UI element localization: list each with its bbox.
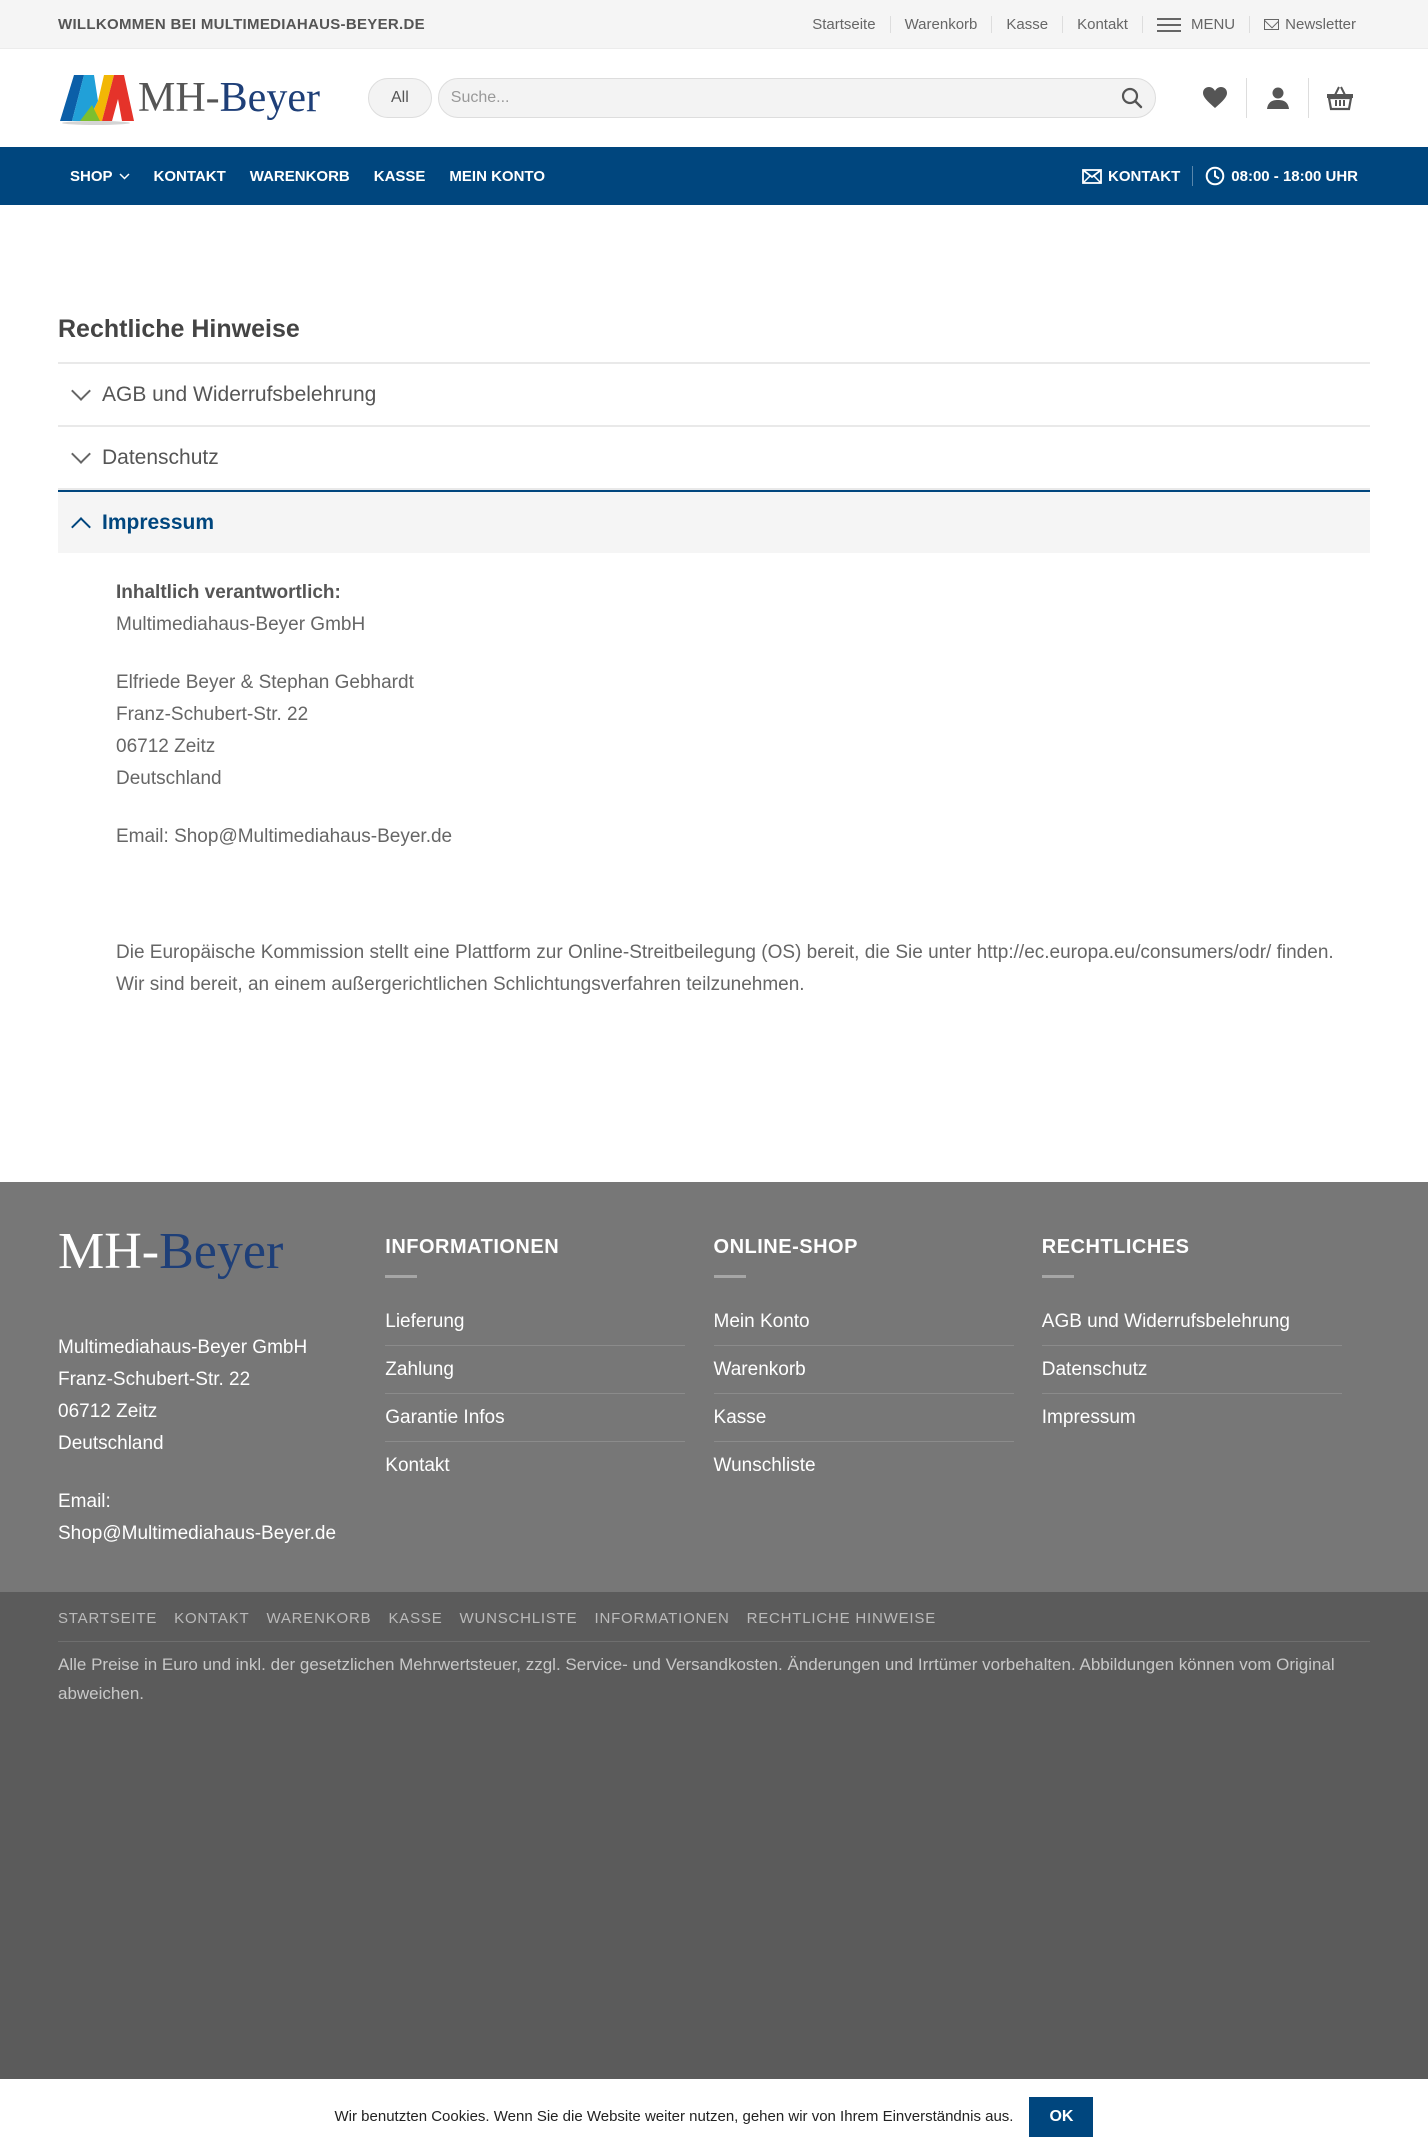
logo-mark-icon [58, 71, 136, 125]
footer-heading: RECHTLICHES [1041, 1236, 1190, 1258]
envelope-icon [1082, 169, 1102, 184]
opening-hours [1192, 166, 1370, 186]
impressum-country: Deutschland [116, 768, 222, 789]
search-icon[interactable] [1121, 87, 1143, 109]
site-logo[interactable] [58, 71, 368, 125]
logo-name: Beyer [219, 75, 320, 121]
chevron-down-icon [71, 444, 91, 464]
footer-about [58, 1222, 385, 1550]
accordion-datenschutz[interactable] [58, 427, 1370, 490]
menu-button[interactable] [1142, 16, 1249, 33]
nav-shop-label: SHOP [70, 167, 113, 185]
cookie-banner [0, 2079, 1428, 2154]
footer-col-rechtliches [1042, 1222, 1370, 1550]
search-box [438, 78, 1156, 118]
nav-kasse[interactable]: KASSE [373, 167, 426, 185]
impressum-email: Email: Shop@Multimediahaus-Beyer.de [116, 826, 453, 847]
chevron-up-icon [71, 517, 91, 537]
newsletter-label: Newsletter [1285, 16, 1356, 33]
footer-link-zahlung[interactable]: Zahlung [385, 1346, 685, 1394]
footer-city: 06712 Zeitz [58, 1401, 158, 1422]
accordion-agb-label: AGB und Widerrufsbelehrung [102, 382, 377, 406]
accordion-datenschutz-label: Datenschutz [102, 445, 219, 469]
welcome-text: WILLKOMMEN BEI MULTIMEDIAHAUS-BEYER.DE [58, 16, 425, 33]
page-title: Rechtliche Hinweise [58, 315, 1370, 364]
nav-contact-link[interactable] [1070, 168, 1192, 185]
bottom-link-rechtliche-hinweise[interactable]: RECHTLICHE HINWEISE [746, 1610, 936, 1627]
footer-link-datenschutz[interactable]: Datenschutz [1042, 1346, 1342, 1394]
footer-company: Multimediahaus-Beyer GmbH [58, 1337, 308, 1358]
cookie-ok-button[interactable]: OK [1029, 2097, 1093, 2137]
footer-email[interactable]: Shop@Multimediahaus-Beyer.de [58, 1523, 337, 1544]
logo-wordmark [138, 74, 320, 122]
bottom-link-informationen[interactable]: INFORMATIONEN [594, 1610, 730, 1627]
footer [0, 1182, 1428, 1592]
footer-address [58, 1332, 385, 1550]
top-navigation [798, 16, 1370, 33]
accordion-agb[interactable] [58, 364, 1370, 427]
cookie-text: Wir benutzten Cookies. Wenn Sie die Website weiter nutzen, gehen wir von Ihrem Einverständnis aus. [334, 2108, 1014, 2125]
footer-link-warenkorb[interactable]: Warenkorb [714, 1346, 1014, 1394]
footer-logo-name: Beyer [159, 1223, 284, 1280]
footer-link-mein-konto[interactable]: Mein Konto [714, 1298, 1014, 1346]
absolute-footer [0, 1592, 1428, 2128]
footer-col-informationen [385, 1222, 713, 1550]
newsletter-link[interactable] [1249, 16, 1370, 33]
nav-shop[interactable] [58, 168, 142, 185]
opening-hours-label: 08:00 - 18:00 UHR [1231, 167, 1358, 185]
nav-warenkorb[interactable]: WARENKORB [249, 167, 350, 185]
search-input[interactable] [451, 89, 1121, 107]
hamburger-icon [1157, 18, 1181, 32]
account-button[interactable] [1246, 78, 1308, 118]
top-bar [0, 0, 1428, 49]
footer-link-wunschliste[interactable]: Wunschliste [713, 1455, 816, 1476]
search-category-select[interactable]: All [368, 78, 432, 118]
responsible-label: Inhaltlich verantwortlich: [116, 582, 341, 603]
accordion-impressum[interactable] [58, 490, 1370, 553]
menu-label: MENU [1190, 16, 1236, 33]
odr-notice: Die Europäische Kommission stellt eine Plattform zur Online-Streitbeilegung (OS) bereit, die Sie unter http://ec.europa.eu/consumers/odr/ finden. Wir sind bereit, an einem außergerichtlichen Schlichtungsverfahren teilzunehmen. [116, 942, 1334, 995]
footer-col-online-shop [714, 1222, 1042, 1550]
header-icons [1184, 78, 1370, 118]
clock-icon [1205, 166, 1225, 186]
footer-street: Franz-Schubert-Str. 22 [58, 1369, 251, 1390]
top-link-startseite[interactable]: Startseite [812, 16, 876, 33]
nav-mein-konto[interactable]: MEIN KONTO [449, 167, 545, 185]
top-link-kontakt[interactable]: Kontakt [1062, 16, 1142, 33]
accordion-impressum-label: Impressum [102, 510, 215, 534]
footer-logo[interactable] [58, 1222, 385, 1292]
price-disclaimer: Alle Preise in Euro und inkl. der gesetzlichen Mehrwertsteuer, zzgl. Service- und Versandkosten. Änderungen und Irrtümer vorbehalten. Abbildungen können vom Original abweichen. [58, 1655, 1335, 1703]
cart-button[interactable] [1308, 78, 1370, 118]
top-link-kasse[interactable]: Kasse [991, 16, 1062, 33]
chevron-down-icon [71, 381, 91, 401]
footer-link-agb[interactable]: AGB und Widerrufsbelehrung [1042, 1298, 1342, 1346]
nav-kontakt[interactable]: KONTAKT [153, 167, 226, 185]
footer-link-kontakt[interactable]: Kontakt [385, 1455, 450, 1476]
bottom-link-startseite[interactable]: STARTSEITE [58, 1610, 158, 1627]
basket-icon [1326, 85, 1354, 111]
top-link-warenkorb[interactable]: Warenkorb [890, 16, 992, 33]
user-icon [1266, 86, 1290, 110]
footer-heading: INFORMATIONEN [385, 1236, 560, 1258]
footer-email-label: Email: [58, 1491, 111, 1512]
logo-prefix: MH- [138, 75, 220, 121]
footer-link-impressum[interactable]: Impressum [1041, 1407, 1136, 1428]
heart-icon [1202, 86, 1228, 110]
search-form [368, 78, 1156, 118]
impressum-persons: Elfriede Beyer & Stephan Gebhardt [116, 672, 414, 693]
impressum-content [58, 553, 1370, 1182]
footer-link-garantie[interactable]: Garantie Infos [385, 1394, 685, 1442]
bottom-link-wunschliste[interactable]: WUNSCHLISTE [459, 1610, 578, 1627]
footer-link-lieferung[interactable]: Lieferung [385, 1298, 685, 1346]
main-navigation [0, 147, 1428, 205]
bottom-link-kasse[interactable]: KASSE [388, 1610, 443, 1627]
bottom-link-kontakt[interactable]: KONTAKT [174, 1610, 250, 1627]
wishlist-button[interactable] [1184, 78, 1246, 118]
footer-country: Deutschland [58, 1433, 164, 1454]
impressum-street: Franz-Schubert-Str. 22 [116, 704, 309, 725]
footer-heading: ONLINE-SHOP [713, 1236, 858, 1258]
header [0, 49, 1428, 147]
main-content [0, 205, 1428, 1182]
impressum-city: 06712 Zeitz [116, 736, 216, 757]
bottom-link-warenkorb[interactable]: WARENKORB [266, 1610, 372, 1627]
footer-bottom-nav [58, 1610, 1370, 1642]
impressum-company: Multimediahaus-Beyer GmbH [116, 614, 366, 635]
nav-contact-label: KONTAKT [1108, 167, 1181, 185]
envelope-icon [1264, 19, 1279, 30]
chevron-down-icon [119, 173, 130, 180]
footer-logo-prefix: MH- [58, 1223, 160, 1280]
footer-link-kasse[interactable]: Kasse [714, 1394, 1014, 1442]
